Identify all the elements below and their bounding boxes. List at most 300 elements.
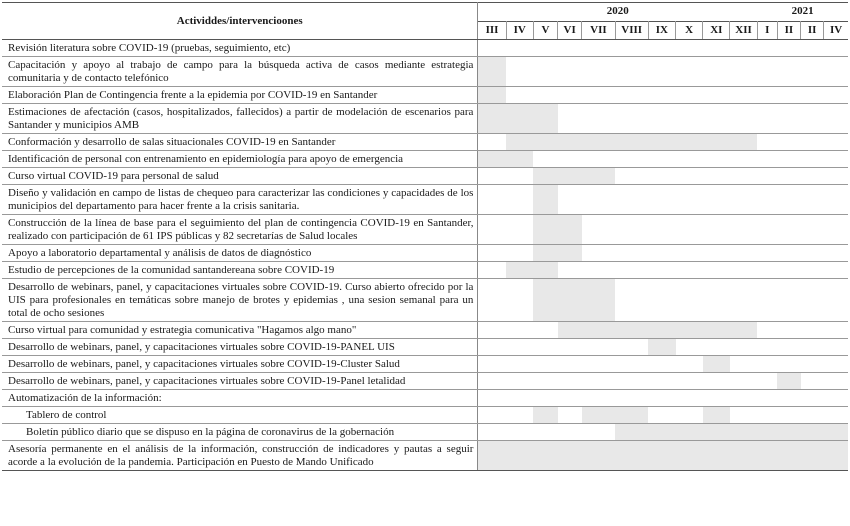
month-header: I (757, 21, 777, 40)
timeline-cell (757, 279, 777, 322)
timeline-cell (533, 322, 557, 339)
timeline-cell (506, 424, 533, 441)
timeline-cell (801, 40, 824, 57)
month-header: IX (648, 21, 675, 40)
timeline-cell-active (824, 424, 848, 441)
timeline-cell (824, 87, 848, 104)
timeline-cell (582, 185, 615, 215)
timeline-cell (777, 57, 800, 87)
year-2021-header: 2021 (757, 3, 848, 22)
timeline-cell (801, 104, 824, 134)
timeline-cell (703, 339, 730, 356)
timeline-cell-active (615, 134, 648, 151)
activity-label: Identificación de personal con entrenamiento en epidemiología para apoyo de emergencia (2, 151, 478, 168)
timeline-cell (478, 262, 506, 279)
timeline-cell-active (558, 279, 582, 322)
timeline-cell (801, 407, 824, 424)
timeline-cell-active (533, 215, 557, 245)
timeline-cell (676, 87, 703, 104)
timeline-cell (533, 339, 557, 356)
activity-row (2, 215, 848, 245)
activity-gantt-table (2, 2, 848, 471)
timeline-cell (777, 185, 800, 215)
timeline-cell (558, 104, 582, 134)
timeline-cell-active (615, 322, 648, 339)
timeline-cell-active (801, 441, 824, 471)
timeline-cell (777, 87, 800, 104)
timeline-cell (801, 373, 824, 390)
timeline-cell (703, 373, 730, 390)
activity-label: Diseño y validación en campo de listas de chequeo para caracterizar las condiciones y capacidades de los municipios del departamento para hacer frente a la crisis sanitaria. (2, 185, 478, 215)
timeline-cell-active (533, 441, 557, 471)
timeline-cell (757, 87, 777, 104)
activity-label: Desarrollo de webinars, panel, y capacitaciones virtuales sobre COVID-19. Curso abierto ofrecido por la UIS para profesionales en temáticas sobre manejo de brotes y epidemias , una sesion semanal para un total de ocho sesiones (2, 279, 478, 322)
timeline-cell (582, 104, 615, 134)
activity-row (2, 185, 848, 215)
activity-row (2, 441, 848, 471)
activity-row (2, 151, 848, 168)
activity-row (2, 424, 848, 441)
timeline-cell (648, 262, 675, 279)
timeline-cell (676, 151, 703, 168)
timeline-cell (506, 279, 533, 322)
activity-row (2, 322, 848, 339)
timeline-cell-active (730, 322, 757, 339)
timeline-cell (824, 151, 848, 168)
timeline-cell (506, 322, 533, 339)
timeline-cell-active (648, 134, 675, 151)
timeline-cell (730, 279, 757, 322)
timeline-cell (824, 390, 848, 407)
activity-row (2, 356, 848, 373)
timeline-cell-active (558, 322, 582, 339)
timeline-cell (558, 407, 582, 424)
timeline-cell (777, 356, 800, 373)
activity-row (2, 40, 848, 57)
timeline-cell (615, 57, 648, 87)
timeline-cell (777, 279, 800, 322)
timeline-cell (676, 407, 703, 424)
timeline-cell (582, 87, 615, 104)
timeline-cell (703, 151, 730, 168)
timeline-cell-active (757, 441, 777, 471)
month-header: V (533, 21, 557, 40)
activity-row (2, 87, 848, 104)
year-header-row (2, 3, 848, 22)
timeline-cell (478, 215, 506, 245)
timeline-cell (824, 322, 848, 339)
timeline-cell (757, 168, 777, 185)
timeline-cell (533, 373, 557, 390)
month-header: IV (824, 21, 848, 40)
timeline-cell (824, 279, 848, 322)
timeline-cell (824, 134, 848, 151)
timeline-cell (703, 57, 730, 87)
timeline-cell (558, 57, 582, 87)
timeline-cell (506, 373, 533, 390)
timeline-cell (558, 151, 582, 168)
timeline-cell (824, 339, 848, 356)
timeline-cell (648, 168, 675, 185)
timeline-cell-active (703, 356, 730, 373)
timeline-cell (478, 424, 506, 441)
year-2020-header: 2020 (478, 3, 757, 22)
timeline-cell-active (558, 215, 582, 245)
timeline-cell (558, 356, 582, 373)
timeline-cell (478, 407, 506, 424)
timeline-cell (648, 87, 675, 104)
timeline-cell (777, 40, 800, 57)
timeline-cell (533, 57, 557, 87)
timeline-cell-active (506, 134, 533, 151)
month-header: VII (582, 21, 615, 40)
timeline-cell-active (703, 424, 730, 441)
timeline-cell-active (582, 407, 615, 424)
activity-row (2, 168, 848, 185)
timeline-cell (506, 356, 533, 373)
month-header: XII (730, 21, 757, 40)
timeline-cell (777, 322, 800, 339)
timeline-cell (676, 40, 703, 57)
timeline-cell-active (478, 441, 506, 471)
timeline-cell-active (533, 134, 557, 151)
month-header: III (478, 21, 506, 40)
timeline-cell (582, 356, 615, 373)
timeline-cell (558, 339, 582, 356)
activity-label: Capacitación y apoyo al trabajo de campo para la búsqueda activa de casos mediante estrategia comunitaria y de contacto telefónico (2, 57, 478, 87)
activity-label: Desarrollo de webinars, panel, y capacitaciones virtuales sobre COVID-19-Cluster Salud (2, 356, 478, 373)
timeline-cell-active (558, 134, 582, 151)
timeline-cell (824, 245, 848, 262)
timeline-cell (777, 390, 800, 407)
timeline-cell (703, 262, 730, 279)
timeline-cell (703, 245, 730, 262)
timeline-cell-active (478, 151, 506, 168)
month-header: II (777, 21, 800, 40)
timeline-cell (801, 339, 824, 356)
timeline-cell-active (730, 424, 757, 441)
timeline-cell-active (730, 441, 757, 471)
timeline-cell (703, 87, 730, 104)
timeline-cell (582, 215, 615, 245)
timeline-cell (777, 245, 800, 262)
activity-row (2, 373, 848, 390)
timeline-cell (703, 168, 730, 185)
timeline-cell (506, 57, 533, 87)
timeline-cell (615, 40, 648, 57)
month-header: VI (558, 21, 582, 40)
timeline-cell (615, 104, 648, 134)
timeline-cell (648, 373, 675, 390)
timeline-cell (506, 245, 533, 262)
timeline-cell (824, 407, 848, 424)
timeline-cell (533, 87, 557, 104)
timeline-cell-active (801, 424, 824, 441)
timeline-cell (533, 356, 557, 373)
timeline-cell-active (582, 322, 615, 339)
timeline-cell (478, 390, 506, 407)
timeline-cell (777, 134, 800, 151)
timeline-cell (615, 87, 648, 104)
sub-activity-label: Tablero de control (2, 407, 478, 424)
timeline-cell (824, 215, 848, 245)
timeline-cell-active (615, 424, 648, 441)
timeline-cell (615, 279, 648, 322)
activity-label: Asesoría permanente en el análisis de la información, construcción de indicadores y pautas a seguir acorde a la evolución de la pandemia. Participación en Puesto de Mando Unificado (2, 441, 478, 471)
timeline-cell (801, 245, 824, 262)
timeline-cell (648, 185, 675, 215)
timeline-cell (730, 40, 757, 57)
timeline-cell (757, 356, 777, 373)
timeline-cell (824, 185, 848, 215)
timeline-cell-active (506, 151, 533, 168)
timeline-cell (777, 104, 800, 134)
timeline-cell (582, 57, 615, 87)
timeline-cell-active (533, 279, 557, 322)
timeline-cell (615, 245, 648, 262)
timeline-cell (676, 390, 703, 407)
activity-column-header: Actividdes/intervencioones (2, 3, 478, 40)
timeline-cell (824, 262, 848, 279)
timeline-cell (615, 168, 648, 185)
timeline-cell-active (615, 441, 648, 471)
timeline-cell (801, 262, 824, 279)
timeline-cell-active (533, 407, 557, 424)
timeline-cell (582, 40, 615, 57)
timeline-cell (730, 168, 757, 185)
activity-label: Elaboración Plan de Contingencia frente a la epidemia por COVID-19 en Santander (2, 87, 478, 104)
timeline-cell (558, 40, 582, 57)
timeline-cell (582, 339, 615, 356)
timeline-cell-active (478, 87, 506, 104)
timeline-cell-active (582, 168, 615, 185)
timeline-cell (533, 40, 557, 57)
timeline-cell-active (506, 262, 533, 279)
timeline-cell-active (757, 424, 777, 441)
timeline-cell (648, 57, 675, 87)
timeline-cell (777, 262, 800, 279)
timeline-cell (730, 215, 757, 245)
month-header: XI (703, 21, 730, 40)
timeline-cell (824, 356, 848, 373)
timeline-cell (648, 151, 675, 168)
month-header: II (801, 21, 824, 40)
timeline-cell (703, 185, 730, 215)
timeline-cell (533, 390, 557, 407)
activity-row (2, 134, 848, 151)
timeline-cell (676, 262, 703, 279)
timeline-cell (506, 339, 533, 356)
timeline-cell-active (648, 339, 675, 356)
timeline-cell (777, 339, 800, 356)
activity-row (2, 279, 848, 322)
timeline-cell (824, 373, 848, 390)
timeline-cell (615, 151, 648, 168)
timeline-cell (777, 151, 800, 168)
timeline-cell (757, 390, 777, 407)
timeline-cell (582, 424, 615, 441)
timeline-cell-active (506, 441, 533, 471)
activity-row (2, 390, 848, 407)
timeline-cell (801, 279, 824, 322)
timeline-cell (757, 40, 777, 57)
timeline-cell (558, 390, 582, 407)
timeline-cell (801, 185, 824, 215)
timeline-cell (615, 215, 648, 245)
timeline-cell (801, 134, 824, 151)
activity-label: Curso virtual para comunidad y estrategia comunicativa "Hagamos algo mano" (2, 322, 478, 339)
timeline-cell (558, 185, 582, 215)
timeline-cell-active (676, 424, 703, 441)
timeline-cell-active (533, 185, 557, 215)
timeline-cell (648, 407, 675, 424)
timeline-cell-active (478, 57, 506, 87)
timeline-cell-active (703, 134, 730, 151)
month-header: IV (506, 21, 533, 40)
timeline-cell (757, 407, 777, 424)
timeline-cell (730, 185, 757, 215)
timeline-cell-active (506, 104, 533, 134)
activity-label: Desarrollo de webinars, panel, y capacitaciones virtuales sobre COVID-19-Panel letalidad (2, 373, 478, 390)
activity-label: Automatización de la información: (2, 390, 478, 407)
timeline-cell-active (533, 168, 557, 185)
timeline-cell-active (533, 262, 557, 279)
timeline-cell (582, 373, 615, 390)
timeline-cell (676, 168, 703, 185)
timeline-cell-active (730, 134, 757, 151)
timeline-cell (777, 168, 800, 185)
timeline-cell (506, 40, 533, 57)
timeline-cell (478, 168, 506, 185)
timeline-cell (676, 373, 703, 390)
timeline-cell (648, 215, 675, 245)
timeline-cell (648, 104, 675, 134)
timeline-cell (757, 215, 777, 245)
timeline-cell (506, 390, 533, 407)
timeline-cell-active (676, 441, 703, 471)
timeline-cell (801, 87, 824, 104)
timeline-cell (824, 40, 848, 57)
timeline-cell-active (676, 134, 703, 151)
timeline-cell (506, 87, 533, 104)
activity-row (2, 407, 848, 424)
timeline-cell-active (703, 441, 730, 471)
timeline-cell (757, 339, 777, 356)
timeline-cell-active (558, 245, 582, 262)
timeline-cell (824, 104, 848, 134)
timeline-cell-active (478, 104, 506, 134)
timeline-cell (582, 262, 615, 279)
timeline-cell (777, 215, 800, 245)
timeline-cell (801, 215, 824, 245)
activity-row (2, 57, 848, 87)
timeline-cell (648, 40, 675, 57)
timeline-cell (730, 262, 757, 279)
timeline-cell (676, 339, 703, 356)
activity-label: Apoyo a laboratorio departamental y análisis de datos de diagnóstico (2, 245, 478, 262)
timeline-cell (757, 57, 777, 87)
timeline-cell (676, 356, 703, 373)
timeline-cell-active (533, 104, 557, 134)
timeline-cell (703, 40, 730, 57)
timeline-cell (777, 407, 800, 424)
timeline-cell-active (558, 441, 582, 471)
timeline-cell-active (648, 424, 675, 441)
timeline-cell (730, 87, 757, 104)
timeline-cell (506, 185, 533, 215)
timeline-cell (757, 373, 777, 390)
activity-label: Desarrollo de webinars, panel, y capacitaciones virtuales sobre COVID-19-PANEL UIS (2, 339, 478, 356)
timeline-cell (730, 151, 757, 168)
timeline-cell (730, 390, 757, 407)
timeline-cell-active (648, 441, 675, 471)
timeline-cell (730, 104, 757, 134)
timeline-cell (730, 407, 757, 424)
timeline-cell-active (777, 373, 800, 390)
timeline-cell (558, 424, 582, 441)
timeline-cell (533, 424, 557, 441)
timeline-cell-active (703, 322, 730, 339)
timeline-cell (478, 185, 506, 215)
timeline-cell (801, 151, 824, 168)
timeline-cell (676, 215, 703, 245)
timeline-cell (615, 373, 648, 390)
timeline-cell-active (558, 168, 582, 185)
timeline-cell (478, 322, 506, 339)
timeline-cell (582, 390, 615, 407)
activity-row (2, 339, 848, 356)
timeline-cell-active (648, 322, 675, 339)
timeline-cell (506, 215, 533, 245)
timeline-cell (615, 390, 648, 407)
timeline-cell (478, 40, 506, 57)
timeline-cell (615, 356, 648, 373)
timeline-cell (676, 57, 703, 87)
timeline-cell (730, 339, 757, 356)
timeline-cell (582, 151, 615, 168)
timeline-cell-active (615, 407, 648, 424)
timeline-cell (730, 373, 757, 390)
timeline-cell (506, 407, 533, 424)
timeline-cell-active (582, 279, 615, 322)
activity-row (2, 262, 848, 279)
timeline-cell (533, 151, 557, 168)
timeline-cell (801, 322, 824, 339)
timeline-cell-active (777, 424, 800, 441)
timeline-cell (582, 245, 615, 262)
timeline-cell (648, 279, 675, 322)
activity-label: Estimaciones de afectación (casos, hospitalizados, fallecidos) a partir de modelación de escenarios para Santander y municipios AMB (2, 104, 478, 134)
timeline-cell-active (676, 322, 703, 339)
timeline-cell (478, 279, 506, 322)
timeline-cell (757, 151, 777, 168)
timeline-cell (648, 356, 675, 373)
timeline-cell (676, 104, 703, 134)
timeline-cell (478, 339, 506, 356)
timeline-cell (676, 185, 703, 215)
timeline-cell (757, 322, 777, 339)
timeline-cell-active (824, 441, 848, 471)
timeline-cell (615, 185, 648, 215)
timeline-cell (801, 390, 824, 407)
timeline-cell-active (582, 134, 615, 151)
timeline-cell (703, 215, 730, 245)
timeline-cell (478, 373, 506, 390)
timeline-cell (703, 390, 730, 407)
activity-label: Curso virtual COVID-19 para personal de salud (2, 168, 478, 185)
timeline-cell (558, 262, 582, 279)
activity-label: Construcción de la línea de base para el seguimiento del plan de contingencia COVID-19 en Santander, realizado con participación de 61 IPS públicas y 82 secretarías de Salud locales (2, 215, 478, 245)
